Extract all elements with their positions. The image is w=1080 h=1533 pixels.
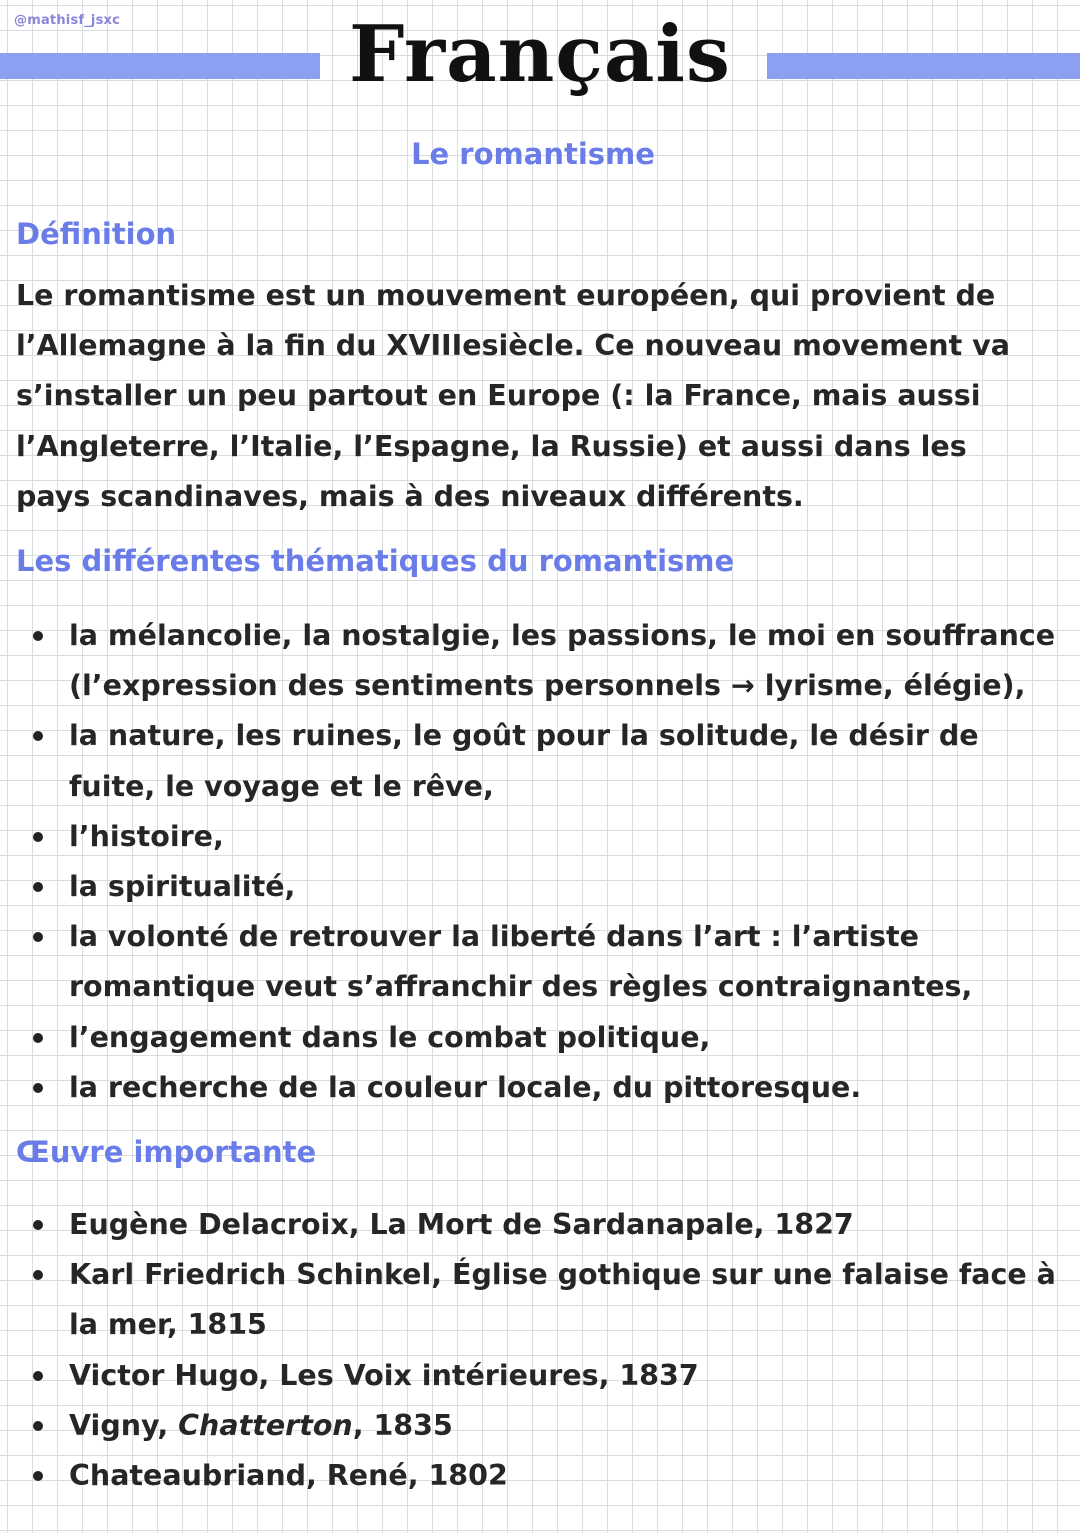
- bullet-icon: [33, 1083, 43, 1093]
- list-item-text: la spiritualité,: [69, 870, 296, 904]
- list-item: [0, 1200, 1062, 1250]
- list-item: [0, 1250, 1062, 1350]
- list-item: [0, 1063, 1062, 1113]
- list-item: [0, 1351, 1062, 1401]
- list-item: [0, 1013, 1062, 1063]
- watermark: @mathisf_jsxc: [14, 13, 121, 28]
- themes-list: [0, 611, 1062, 1113]
- list-item-text: Karl Friedrich Schinkel, Église gothique sur une falaise face à la mer, 1815: [69, 1258, 1056, 1342]
- list-item: [0, 1451, 1062, 1501]
- definition-paragraph: Le romantisme est un mouvement européen, qui provient de l’Allemagne à la fin du XVIIIesiècle. Ce nouveau movement va s’installer un peu partout en Europe (: la France, mais aussi l’Angleterre, l’Italie, l’Espagne, la Russie) et aussi dans les pays scandinaves, mais à des niveaux différents.: [16, 279, 1010, 513]
- list-item-text: Victor Hugo, Les Voix intérieures, 1837: [69, 1358, 699, 1392]
- page-subtitle: Le romantisme: [411, 137, 655, 171]
- definition-heading: Définition: [16, 217, 177, 251]
- list-item-text: la mélancolie, la nostalgie, les passions, le moi en souffrance (l’expression des sentiments personnels → lyrisme, élégie),: [69, 619, 1056, 703]
- bullet-icon: [33, 1371, 43, 1381]
- bullet-icon: [33, 832, 43, 842]
- work-title: Chatterton: [178, 1408, 353, 1442]
- bullet-icon: [33, 1421, 43, 1431]
- list-item-text: l’engagement dans le combat politique,: [69, 1020, 711, 1054]
- list-item-text: Eugène Delacroix, La Mort de Sardanapale, 1827: [69, 1208, 854, 1241]
- list-item-text: l’histoire,: [69, 819, 224, 853]
- list-item-text: la nature, les ruines, le goût pour la solitude, le désir de fuite, le voyage et le rêve,: [69, 719, 979, 803]
- list-item: [0, 812, 1062, 862]
- bullet-icon: [33, 882, 43, 892]
- bullet-icon: [33, 1270, 43, 1280]
- bullet-icon: [33, 731, 43, 741]
- list-item: [0, 912, 1062, 1012]
- works-heading: Œuvre importante: [16, 1135, 317, 1169]
- themes-heading: Les différentes thématiques du romantisme: [16, 544, 735, 578]
- list-item: [0, 711, 1062, 811]
- bullet-icon: [33, 631, 43, 641]
- list-item: [0, 1401, 1062, 1451]
- list-item-text: Chateaubriand, René, 1802: [69, 1459, 508, 1493]
- work-author: Vigny,: [69, 1408, 179, 1442]
- work-year: , 1835: [352, 1408, 453, 1442]
- list-item-text: la volonté de retrouver la liberté dans l’art : l’artiste romantique veut s’affranchir des règles contraignantes,: [69, 920, 973, 1004]
- page-title: Français: [349, 9, 731, 100]
- bullet-icon: [33, 1471, 43, 1481]
- works-list: [0, 1200, 1062, 1501]
- bullet-icon: [33, 1033, 43, 1043]
- list-item-text: la recherche de la couleur locale, du pittoresque.: [69, 1070, 862, 1104]
- list-item: [0, 862, 1062, 912]
- bullet-icon: [33, 1220, 43, 1230]
- list-item: [0, 611, 1062, 711]
- bullet-icon: [33, 932, 43, 942]
